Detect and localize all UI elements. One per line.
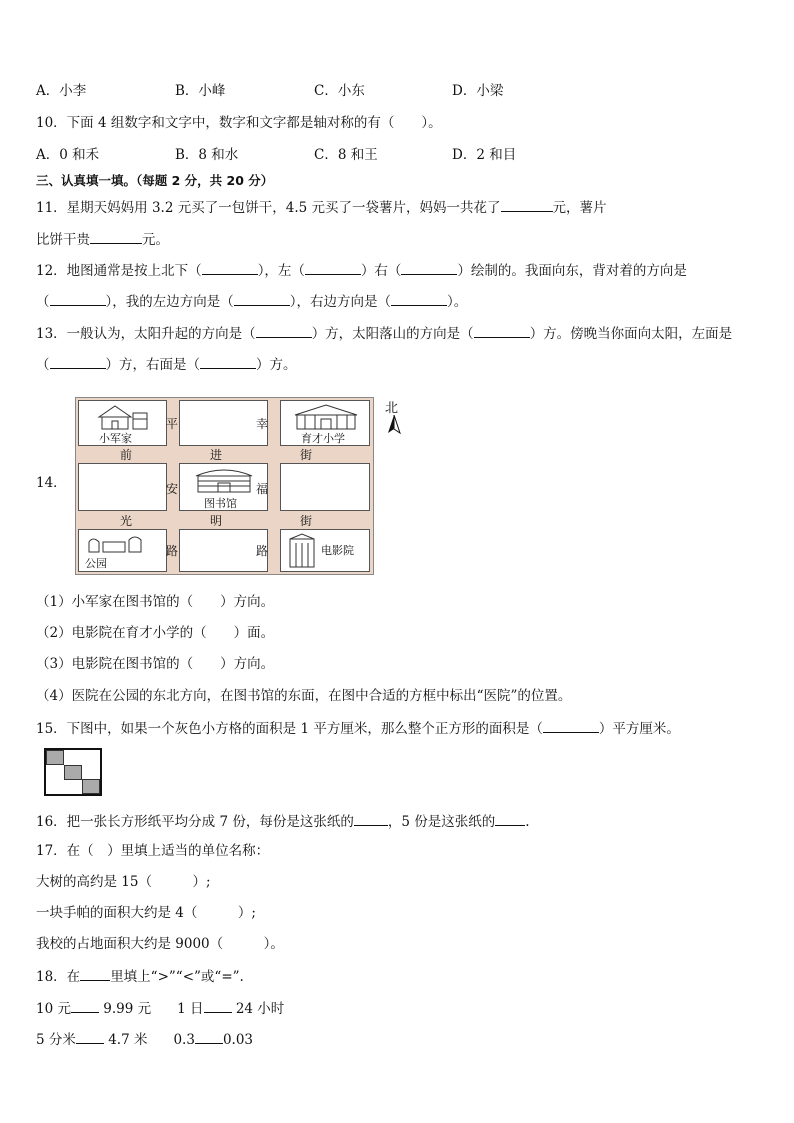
road-label-lu-2: 路: [256, 544, 269, 558]
q18-r1-c: 1 日: [177, 1001, 204, 1017]
q14-sub-3: （3）电影院在图书馆的（ ）方向。: [36, 656, 275, 672]
road-label-jie-1: 街: [300, 448, 313, 462]
park-icon: [85, 532, 145, 556]
road-label-ming: 明: [210, 514, 223, 528]
q12-text-d: ）绘制的。我面向东，背对着的方向是: [457, 263, 687, 279]
road-label-lu-1: 路: [166, 544, 179, 558]
q13-blank-4[interactable]: [200, 354, 256, 369]
q12-text-e: （: [36, 294, 50, 310]
q14-sub-1: （1）小军家在图书馆的（ ）方向。: [36, 594, 275, 610]
q15-line: [36, 718, 680, 738]
q11-blank-1[interactable]: [501, 197, 553, 212]
q12-text-b: ），左（: [257, 263, 305, 279]
q14-sub-2: （2）电影院在育才小学的（ ）面。: [36, 625, 275, 641]
q9-option-a: A．小李: [36, 83, 87, 99]
q18-row-1: [36, 998, 284, 1018]
q12-text-c: ）右（: [360, 263, 402, 279]
section-heading: 三、认真填一填。（每题 2 分，共 20 分）: [36, 173, 274, 188]
q18-blank-3[interactable]: [76, 1029, 104, 1044]
q11-text-a: 11．星期天妈妈用 3.2 元买了一包饼干，4.5 元买了一袋薯片，妈妈一共花了: [36, 200, 501, 216]
block-mid-right[interactable]: [280, 463, 370, 511]
q12-blank-3[interactable]: [401, 260, 457, 275]
q17-stem: 17．在（ ）里填上适当的单位名称：: [36, 843, 270, 859]
q18-r2-b: 4.7 米: [108, 1032, 148, 1048]
q16-text-b: ，5 份是这张纸的: [387, 814, 496, 830]
q10-option-a: A．0 和禾: [36, 147, 100, 163]
q18-row-2: [36, 1029, 253, 1049]
house-icon: [93, 403, 153, 431]
square-grid-figure: [44, 748, 102, 796]
q13-text-e: ）方，右面是（: [105, 357, 200, 373]
road-label-ping: 平: [166, 417, 179, 431]
q16-blank-1[interactable]: [354, 811, 388, 826]
q18-r1-a: 10 元: [36, 1001, 71, 1017]
q16-blank-2[interactable]: [495, 811, 525, 826]
q18-blank-4[interactable]: [195, 1029, 223, 1044]
road-label-jin: 进: [210, 448, 223, 462]
q10-option-b: B．8 和水: [175, 147, 239, 163]
q15-text-b: ）平方厘米。: [598, 721, 680, 737]
school-icon: [291, 403, 361, 431]
cinema-icon: [287, 533, 317, 569]
block-cinema: [280, 529, 370, 572]
road-label-an: 安: [166, 482, 179, 496]
block-top-middle[interactable]: [179, 400, 268, 446]
label-library: 图书馆: [204, 497, 237, 510]
road-label-jie-2: 街: [300, 514, 313, 528]
q13-text-c: ）方。傍晚当你面向太阳，左面是: [529, 326, 733, 342]
north-arrow-icon: [387, 415, 401, 437]
street-map: [75, 397, 374, 575]
label-park: 公园: [85, 557, 107, 570]
q16-text-c: .: [525, 814, 530, 830]
q12-text-h: ）。: [447, 294, 468, 310]
q14-number: 14．: [36, 475, 67, 491]
q10-option-c: C．8 和王: [314, 147, 378, 163]
q18-blank-2[interactable]: [204, 998, 232, 1013]
q18-r2-a: 5 分米: [36, 1032, 76, 1048]
gray-square-2: [64, 765, 82, 780]
q18-r2-d: 0.03: [222, 1032, 253, 1048]
north-label: 北: [385, 401, 399, 416]
q16-text-a: 16．把一张长方形纸平均分成 7 份，每份是这张纸的: [36, 814, 354, 830]
q15-blank[interactable]: [543, 718, 599, 733]
q11-text-b: 元，薯片: [552, 200, 607, 216]
q12-blank-1[interactable]: [202, 260, 258, 275]
q9-option-d: D．小梁: [452, 83, 504, 99]
q12-text-f: ），我的左边方向是（: [105, 294, 234, 310]
q13-blank-3[interactable]: [50, 354, 106, 369]
library-icon: [192, 466, 256, 494]
block-library: [179, 463, 268, 511]
north-indicator: [385, 397, 398, 416]
q12-blank-5[interactable]: [234, 291, 290, 306]
road-label-fu: 福: [256, 482, 269, 496]
q12-blank-6[interactable]: [391, 291, 447, 306]
block-park: [78, 529, 167, 572]
q18-stem: [36, 966, 244, 986]
road-label-xing: 幸: [256, 417, 269, 431]
q11-text-d: 元。: [142, 232, 169, 248]
q13-blank-1[interactable]: [256, 323, 312, 338]
label-school: 育才小学: [301, 432, 345, 445]
block-school: [280, 400, 370, 446]
q9-option-c: C．小东: [314, 83, 365, 99]
q13-blank-2[interactable]: [474, 323, 530, 338]
q18-stem-blank: [80, 966, 110, 981]
q16-line: [36, 811, 530, 831]
q13-text-a: 13．一般认为，太阳升起的方向是（: [36, 326, 256, 342]
q11-line2: [36, 229, 169, 249]
block-mid-left[interactable]: [78, 463, 167, 511]
block-home: [78, 400, 167, 446]
q12-text-g: ），右边方向是（: [289, 294, 391, 310]
label-cinema: 电影院: [321, 544, 354, 557]
q18-text-a: 18．在: [36, 969, 81, 985]
road-label-qian: 前: [120, 448, 133, 462]
q12-line1: [36, 260, 687, 280]
q13-line1: [36, 323, 732, 343]
q18-r2-c: 0.3: [173, 1032, 195, 1048]
q12-blank-2[interactable]: [305, 260, 361, 275]
gray-square-3: [82, 779, 100, 794]
q14-sub-4: （4）医院在公园的东北方向，在图书馆的东面，在图中合适的方框中标出“医院”的位置。: [36, 688, 572, 704]
q13-line2: [36, 354, 297, 374]
q10-option-d: D．2 和目: [452, 147, 517, 163]
q9-option-b: B．小峰: [175, 83, 226, 99]
q11-blank-2[interactable]: [90, 229, 142, 244]
label-home: 小军家: [99, 432, 132, 445]
q10-stem: 10．下面 4 组数字和文字中，数字和文字都是轴对称的有（ ）。: [36, 115, 442, 131]
q18-r1-d: 24 小时: [235, 1001, 285, 1017]
q13-text-f: ）方。: [256, 357, 297, 373]
q12-line2: [36, 291, 467, 311]
q13-text-d: （: [36, 357, 50, 373]
q15-text-a: 15．下图中，如果一个灰色小方格的面积是 1 平方厘米，那么整个正方形的面积是（: [36, 721, 543, 737]
q11-line1: [36, 197, 607, 217]
q17-line-2: 一块手帕的面积大约是 4（ ）;: [36, 905, 256, 921]
q18-blank-1[interactable]: [71, 998, 99, 1013]
q18-text-b: 里填上“>”“<”或“=”.: [110, 969, 244, 985]
road-label-guang: 光: [120, 514, 133, 528]
q11-text-c: 比饼干贵: [36, 232, 90, 248]
q18-r1-b: 9.99 元: [103, 1001, 152, 1017]
q17-line-3: 我校的占地面积大约是 9000（ ）。: [36, 936, 284, 952]
q17-line-1: 大树的高约是 15（ ）;: [36, 874, 211, 890]
block-bottom-middle[interactable]: [179, 529, 268, 572]
gray-square-1: [46, 750, 64, 765]
q12-text-a: 12．地图通常是按上北下（: [36, 263, 202, 279]
q12-blank-4[interactable]: [50, 291, 106, 306]
q13-text-b: ）方，太阳落山的方向是（: [311, 326, 474, 342]
